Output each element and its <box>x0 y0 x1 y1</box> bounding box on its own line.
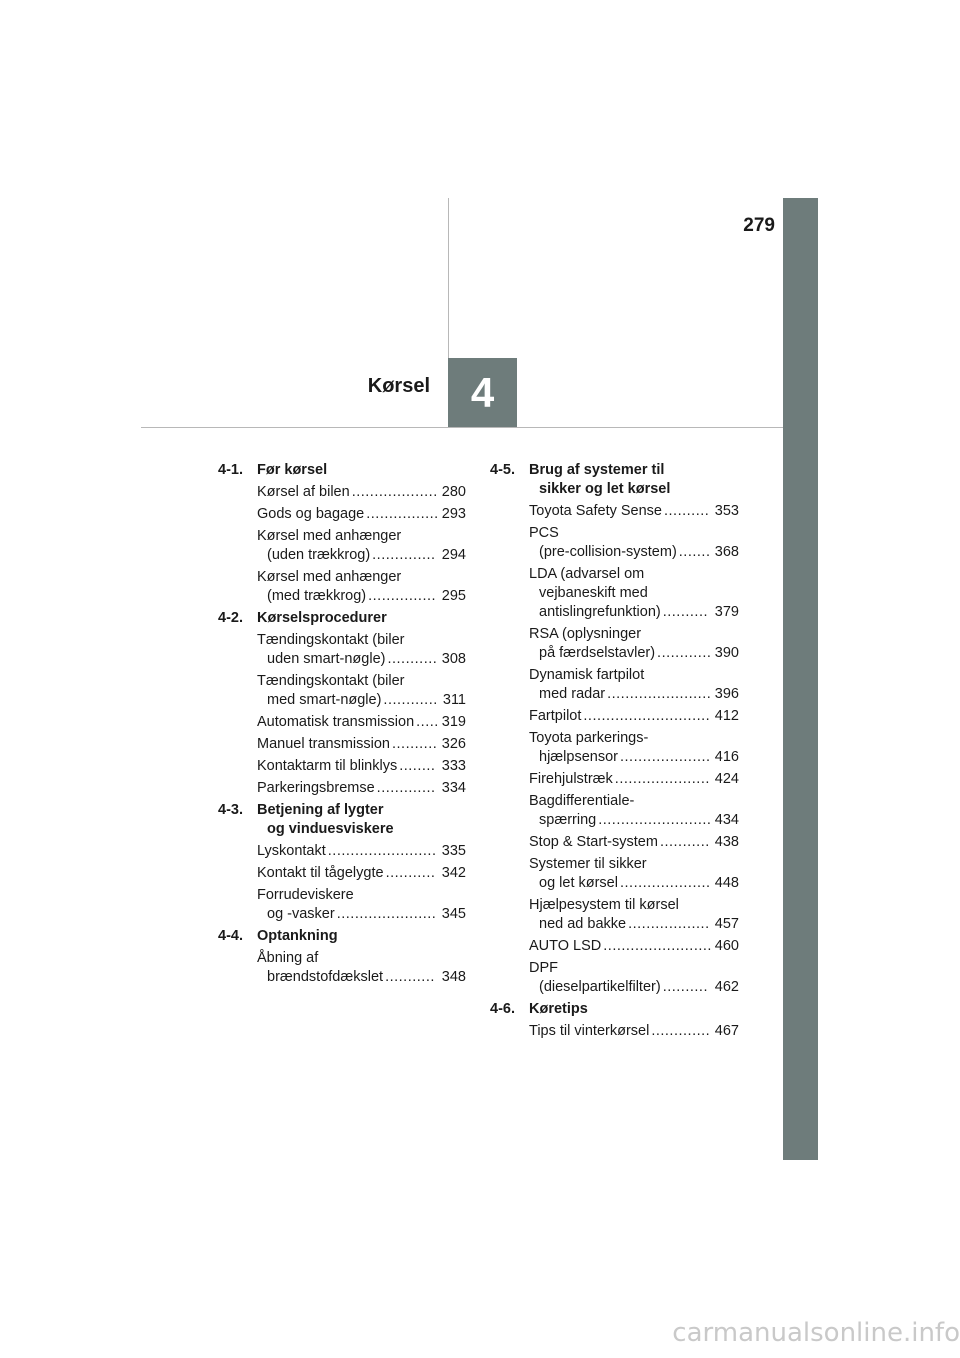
entry-page-number: 412 <box>714 708 739 724</box>
dot-leader: ..................... <box>614 771 710 787</box>
section-number: 4-1. <box>218 462 243 478</box>
entry-page-number: 319 <box>441 714 466 730</box>
entry-title: Systemer til sikker og let kørsel <box>529 856 647 891</box>
entry-page-number: 448 <box>714 875 739 891</box>
dot-leader: ............. <box>376 780 436 796</box>
watermark: carmanualsonline.info <box>672 1318 960 1348</box>
entry-page-number: 293 <box>441 506 466 522</box>
entry-title: Kontakt til tågelygte <box>257 865 384 881</box>
horizontal-divider <box>141 427 783 428</box>
toc-left-column <box>218 461 466 990</box>
dot-leader: ........... <box>385 969 435 985</box>
entry-title: Kontaktarm til blinklys <box>257 758 398 774</box>
toc-entry[interactable] <box>529 1022 739 1041</box>
toc-section-heading[interactable] <box>490 1000 739 1019</box>
dot-leader: ........... <box>385 865 436 881</box>
toc-entry[interactable] <box>529 625 739 663</box>
entry-title: Toyota Safety Sense <box>529 503 662 519</box>
entry-page-number: 438 <box>714 834 739 850</box>
entry-title: Parkeringsbremse <box>257 780 375 796</box>
section-number: 4-6. <box>490 1001 515 1017</box>
dot-leader: ............................ <box>583 708 711 724</box>
entry-page-number: 311 <box>442 692 466 708</box>
toc-entry[interactable] <box>257 483 466 502</box>
entry-title: Kørsel med anhænger (uden trækkrog) <box>257 528 402 563</box>
toc-entry[interactable] <box>257 779 466 798</box>
dot-leader: ..... <box>416 714 439 730</box>
entry-title: Lyskontakt <box>257 843 326 859</box>
entry-page-number: 460 <box>714 938 739 954</box>
toc-entry[interactable] <box>529 937 739 956</box>
entry-page-number: 345 <box>441 906 466 922</box>
dot-leader: ................... <box>351 484 438 500</box>
toc-entry[interactable] <box>257 757 466 776</box>
entry-page-number: 308 <box>441 651 466 667</box>
toc-entry[interactable] <box>529 502 739 521</box>
entry-title: Automatisk transmission <box>257 714 415 730</box>
toc-entry[interactable] <box>257 505 466 524</box>
dot-leader: .................. <box>628 916 710 932</box>
entry-title: LDA (advarsel om vejbaneskift med antislingrefunktion) <box>529 566 661 620</box>
entry-page-number: 280 <box>441 484 466 500</box>
section-title: Optankning <box>257 928 338 944</box>
dot-leader: ....... <box>678 544 711 560</box>
entry-page-number: 396 <box>714 686 739 702</box>
entry-title: Tips til vinterkørsel <box>529 1023 650 1039</box>
toc-section-heading[interactable] <box>218 801 466 839</box>
entry-title: Forrudeviskere og -vasker <box>257 887 354 922</box>
toc-entry[interactable] <box>529 524 739 562</box>
dot-leader: ....................... <box>607 686 712 702</box>
toc-entry[interactable] <box>257 842 466 861</box>
entry-page-number: 379 <box>714 604 739 620</box>
entry-title: Manuel transmission <box>257 736 390 752</box>
toc-section-heading[interactable] <box>218 461 466 480</box>
dot-leader: .......... <box>662 979 708 995</box>
toc-entry[interactable] <box>257 886 466 924</box>
entry-page-number: 390 <box>714 645 739 661</box>
dot-leader: ........... <box>659 834 710 850</box>
dot-leader: .............. <box>372 547 436 563</box>
dot-leader: .................... <box>620 749 711 765</box>
dot-leader: .......... <box>664 503 710 519</box>
page-number: 279 <box>743 215 775 236</box>
toc-entry[interactable] <box>529 565 739 622</box>
entry-title: Bagdifferentiale- spærring <box>529 793 635 828</box>
dot-leader: ............... <box>368 588 437 604</box>
dot-leader: ............. <box>651 1023 711 1039</box>
entry-title: Dynamisk fartpilot med radar <box>529 667 645 702</box>
toc-entry[interactable] <box>529 855 739 893</box>
entry-title: Gods og bagage <box>257 506 365 522</box>
entry-page-number: 294 <box>441 547 466 563</box>
dot-leader: .......... <box>662 604 709 620</box>
chapter-title: Kørsel <box>367 375 430 397</box>
entry-title: Stop & Start-system <box>529 834 658 850</box>
entry-page-number: 333 <box>441 758 466 774</box>
section-title: Kørselsprocedurer <box>257 610 387 626</box>
toc-entry[interactable] <box>257 568 466 606</box>
toc-entry[interactable] <box>529 729 739 767</box>
section-title: Køretips <box>529 1001 588 1017</box>
dot-leader: ........ <box>399 758 436 774</box>
dot-leader: ......................... <box>598 812 712 828</box>
section-number: 4-3. <box>218 802 243 818</box>
entry-page-number: 335 <box>441 843 466 859</box>
section-title: Betjening af lygter og vinduesviskere <box>257 802 394 837</box>
chapter-side-tab <box>783 198 818 1160</box>
section-title: Brug af systemer til sikker og let kørsel <box>529 462 671 497</box>
section-number: 4-2. <box>218 610 243 626</box>
entry-title: Kørsel med anhænger (med trækkrog) <box>257 569 402 604</box>
dot-leader: ............ <box>657 645 712 661</box>
entry-page-number: 424 <box>714 771 739 787</box>
entry-title: RSA (oplysninger på færdselstavler) <box>529 626 656 661</box>
toc-right-column <box>490 461 739 1044</box>
vertical-divider <box>448 198 449 360</box>
entry-page-number: 434 <box>714 812 739 828</box>
chapter-number-box: 4 <box>448 358 517 427</box>
section-number: 4-5. <box>490 462 515 478</box>
entry-page-number: 334 <box>441 780 466 796</box>
entry-title: Tændingskontakt (biler uden smart-nøgle) <box>257 632 405 667</box>
toc-entry[interactable] <box>529 959 739 997</box>
entry-title: Fartpilot <box>529 708 582 724</box>
toc-entry[interactable] <box>529 707 739 726</box>
entry-page-number: 462 <box>714 979 739 995</box>
toc-entry[interactable] <box>257 672 466 710</box>
toc-entry[interactable] <box>529 792 739 830</box>
entry-page-number: 326 <box>441 736 466 752</box>
toc-section-heading[interactable] <box>490 461 739 499</box>
entry-title: Tændingskontakt (biler med smart-nøgle) <box>257 673 405 708</box>
toc-entry[interactable] <box>257 631 466 669</box>
entry-title: PCS (pre-collision-system) <box>529 525 677 560</box>
toc-entry[interactable] <box>257 735 466 754</box>
entry-page-number: 353 <box>714 503 739 519</box>
toc-entry[interactable] <box>257 864 466 883</box>
entry-title: AUTO LSD <box>529 938 602 954</box>
toc-entry[interactable] <box>257 949 466 987</box>
dot-leader: ...................... <box>336 906 437 922</box>
dot-leader: ........................ <box>327 843 437 859</box>
dot-leader: ........... <box>387 651 438 667</box>
toc-entry[interactable] <box>529 770 739 789</box>
dot-leader: ........................ <box>603 938 712 954</box>
entry-page-number: 368 <box>714 544 739 560</box>
toc-section-heading[interactable] <box>218 927 466 946</box>
toc-section-heading[interactable] <box>218 609 466 628</box>
entry-page-number: 295 <box>441 588 466 604</box>
toc-entry[interactable] <box>257 527 466 565</box>
entry-title: Firehjulstræk <box>529 771 613 787</box>
entry-page-number: 416 <box>714 749 739 765</box>
entry-title: Toyota parkerings- hjælpsensor <box>529 730 649 765</box>
section-title: Før kørsel <box>257 462 328 478</box>
entry-page-number: 467 <box>714 1023 739 1039</box>
dot-leader: .................... <box>619 875 711 891</box>
dot-leader: .......... <box>391 736 438 752</box>
toc-entry[interactable] <box>529 896 739 934</box>
dot-leader: ................ <box>366 506 439 522</box>
entry-title: Kørsel af bilen <box>257 484 350 500</box>
entry-title: Hjælpesystem til kørsel ned ad bakke <box>529 897 679 932</box>
entry-title: Åbning af brændstofdækslet <box>257 950 384 985</box>
dot-leader: ............ <box>383 692 438 708</box>
toc-entry[interactable] <box>529 666 739 704</box>
entry-page-number: 342 <box>441 865 466 881</box>
entry-page-number: 348 <box>441 969 466 985</box>
toc-entry[interactable] <box>529 833 739 852</box>
toc-entry[interactable] <box>257 713 466 732</box>
entry-title: DPF (dieselpartikelfilter) <box>529 960 661 995</box>
entry-page-number: 457 <box>714 916 739 932</box>
section-number: 4-4. <box>218 928 243 944</box>
